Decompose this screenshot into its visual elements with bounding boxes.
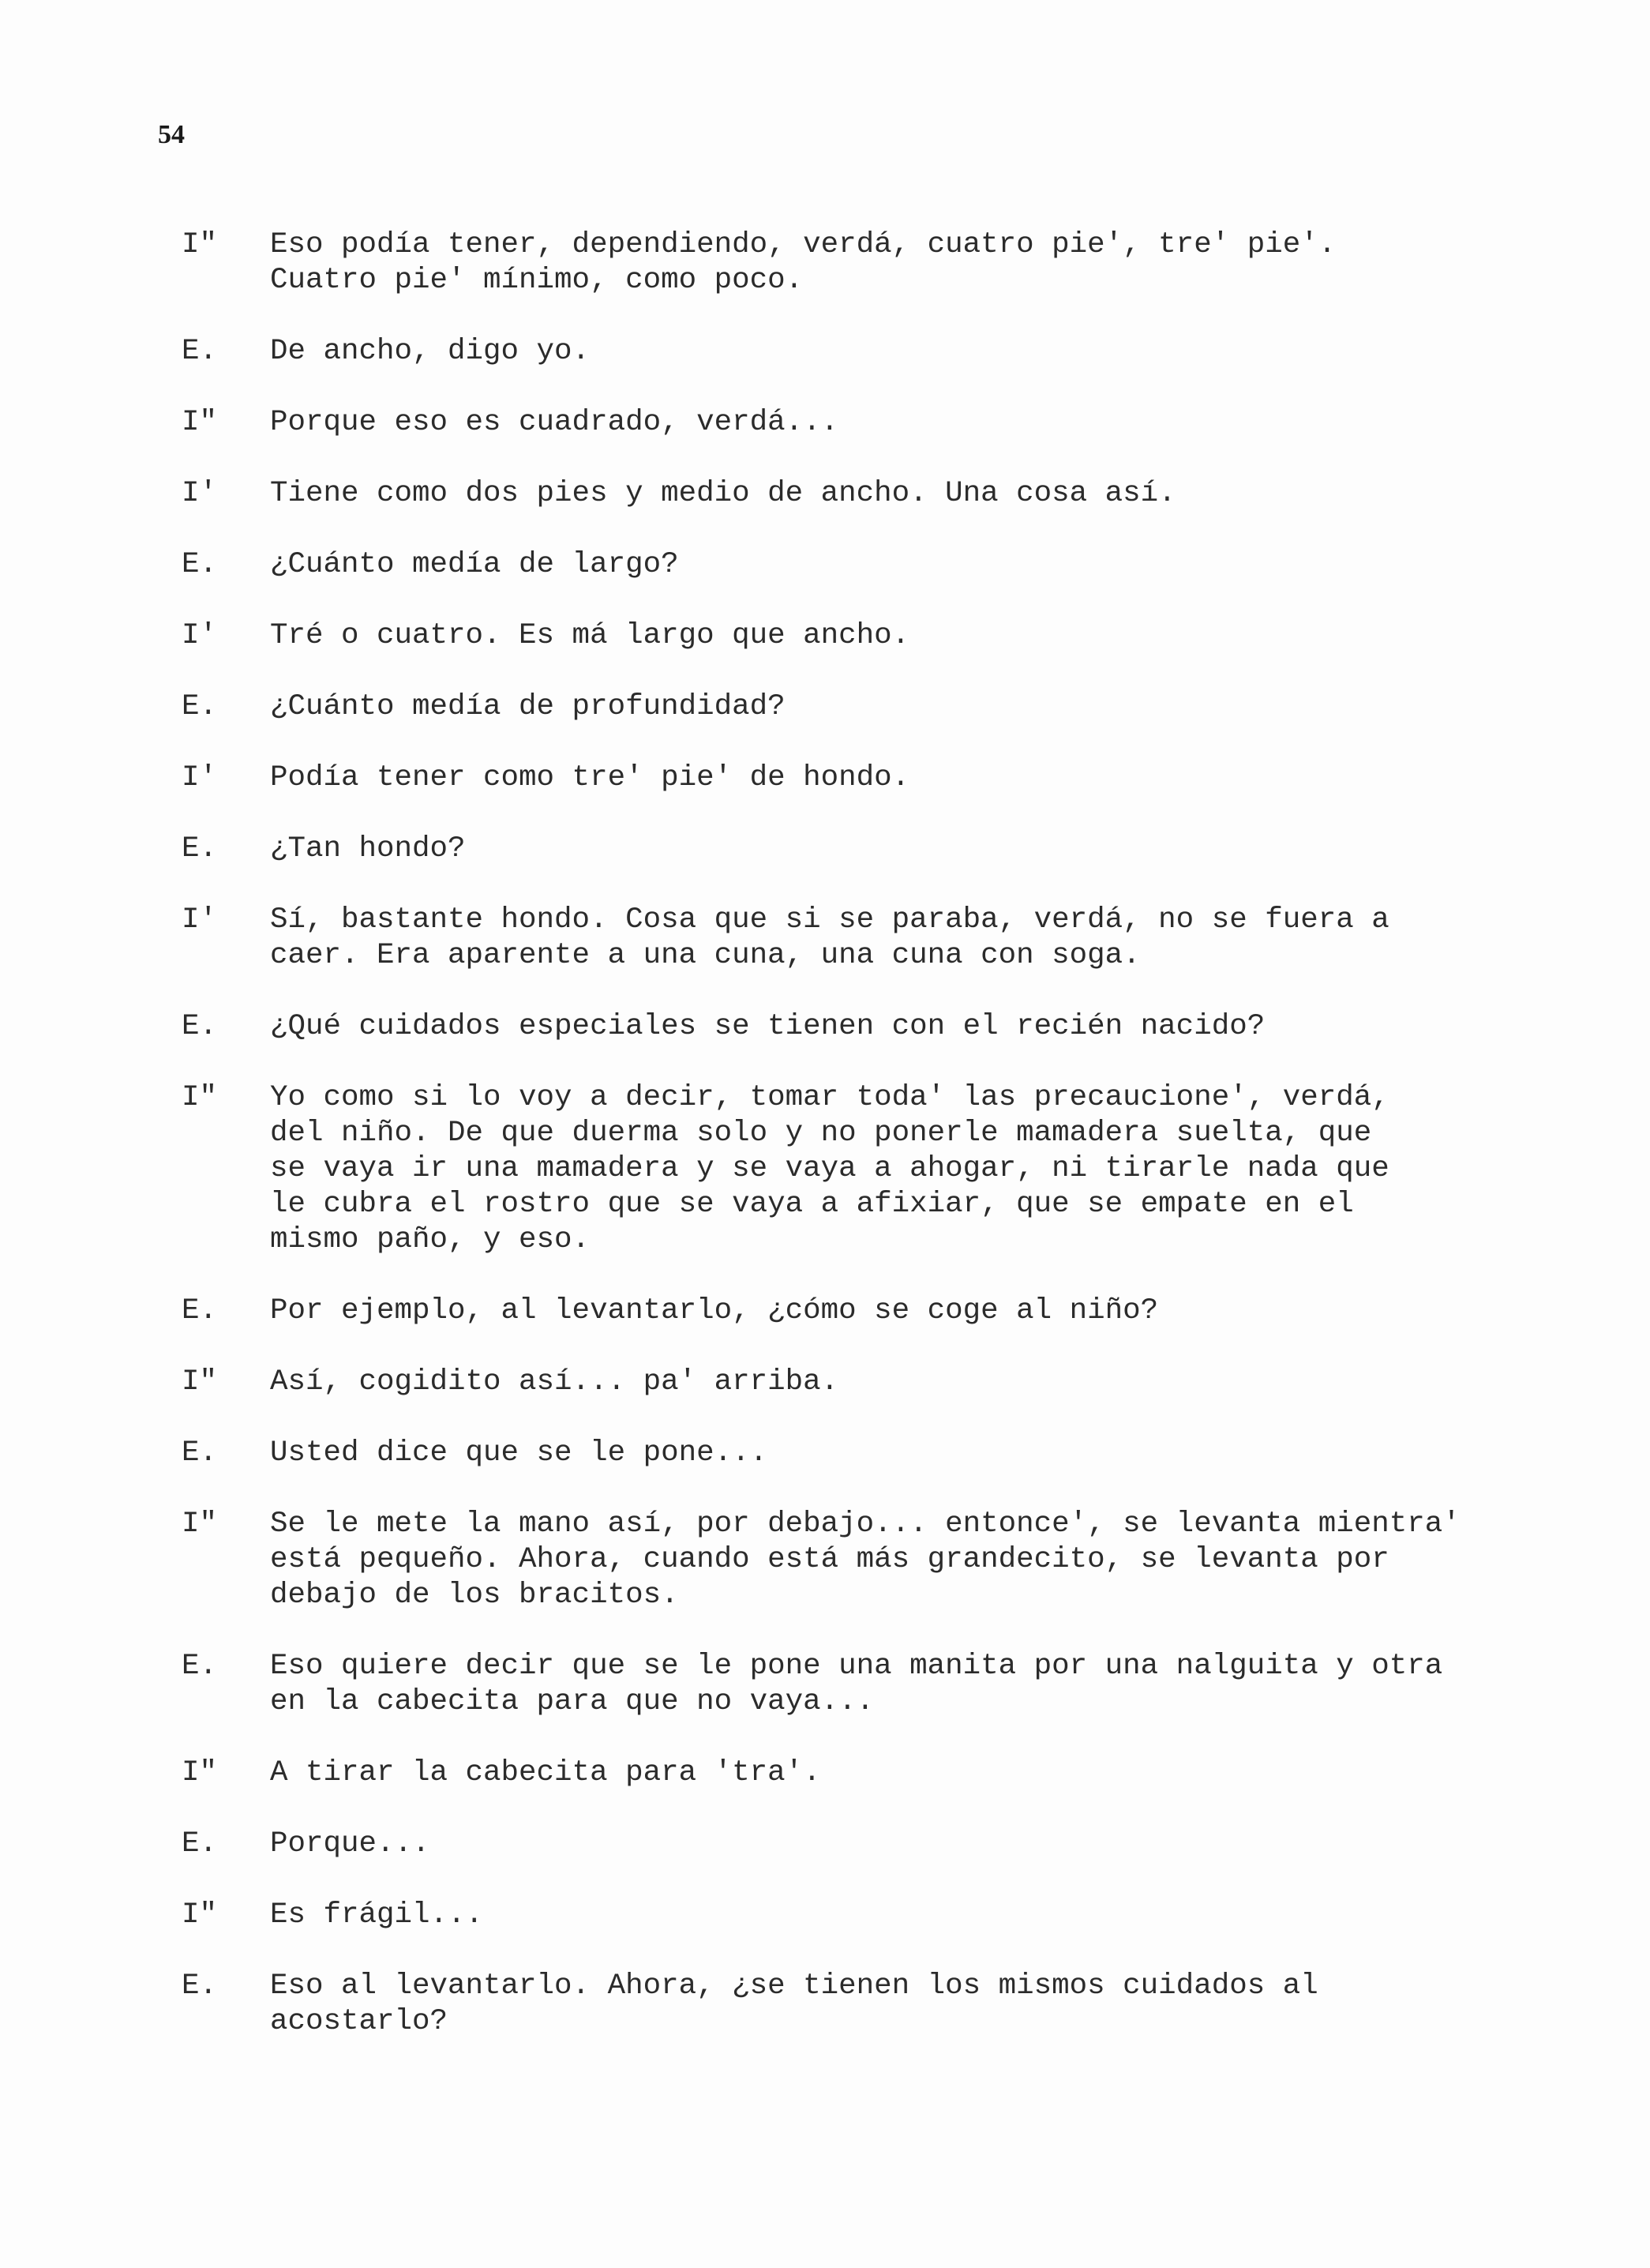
speaker-label: I" [182, 1898, 218, 1932]
dialogue-turn [182, 1507, 1484, 1613]
utterance-text: A tirar la cabecita para 'tra'. [270, 1756, 821, 1789]
speaker-label: I' [182, 619, 218, 652]
speaker-label: E. [182, 1294, 218, 1327]
speaker-label: E. [182, 832, 218, 866]
utterance-text: Sí, bastante hondo. Cosa que si se paraba, verdá, no se fuera a caer. Era aparente a una cuna, una cuna con soga. [270, 903, 1389, 972]
utterance-text: De ancho, digo yo. [270, 335, 591, 368]
utterance-text: Yo como si lo voy a decir, tomar toda' las precaucione', verdá, del niño. De que duerma solo y no ponerle mamadera suelta, que se vaya ir una mamadera y se vaya a ahogar, ni tirarle nada que le cubra el rostro que se vaya a afixiar, que se empate en el mismo paño, y eso. [270, 1081, 1389, 1256]
speaker-label: I" [182, 1081, 218, 1114]
utterance-text: ¿Cuánto medía de profundidad? [270, 690, 786, 723]
utterance-text: Eso al levantarlo. Ahora, ¿se tienen los mismos cuidados al acostarlo? [270, 1969, 1318, 2038]
speaker-label: I" [182, 1508, 218, 1541]
dialogue-turn [182, 405, 1484, 441]
dialogue-turn [182, 1827, 1484, 1862]
dialogue-turn [182, 1009, 1484, 1045]
page-number: 54 [158, 120, 185, 149]
dialogue-turn [182, 476, 1484, 512]
speaker-label: E. [182, 548, 218, 581]
utterance-text: ¿Tan hondo? [270, 832, 466, 866]
speaker-label: E. [182, 690, 218, 723]
utterance-text: Es frágil... [270, 1898, 484, 1932]
dialogue-turn [182, 1969, 1484, 2040]
dialogue-turn [182, 547, 1484, 583]
utterance-text: Eso podía tener, dependiendo, verdá, cuatro pie', tre' pie'. Cuatro pie' mínimo, como poco. [270, 228, 1337, 297]
speaker-label: I' [182, 477, 218, 510]
dialogue-turn [182, 1755, 1484, 1791]
dialogue-turn [182, 1365, 1484, 1400]
utterance-text: Porque... [270, 1827, 430, 1861]
utterance-text: Porque eso es cuadrado, verdá... [270, 406, 839, 439]
dialogue-turn [182, 618, 1484, 654]
speaker-label: E. [182, 1010, 218, 1043]
speaker-label: E. [182, 1436, 218, 1470]
dialogue-turn [182, 689, 1484, 725]
utterance-text: Tiene como dos pies y medio de ancho. Una cosa así. [270, 477, 1176, 510]
dialogue-turn [182, 1898, 1484, 1933]
dialogue-turn [182, 760, 1484, 796]
dialogue-turn [182, 832, 1484, 867]
dialogue-turn [182, 1080, 1484, 1258]
speaker-label: E. [182, 335, 218, 368]
dialogue-turn [182, 227, 1484, 299]
speaker-label: E. [182, 1650, 218, 1683]
dialogue-turn [182, 1436, 1484, 1471]
dialogue-turn [182, 1294, 1484, 1329]
speaker-label: I" [182, 1365, 218, 1399]
utterance-text: Eso quiere decir que se le pone una manita por una nalguita y otra en la cabecita para que no vaya... [270, 1650, 1443, 1718]
utterance-text: Podía tener como tre' pie' de hondo. [270, 761, 910, 794]
speaker-label: I' [182, 761, 218, 794]
utterance-text: Se le mete la mano así, por debajo... entonce', se levanta mientra' está pequeño. Ahora, cuando está más grandecito, se levanta por debajo de los bracitos. [270, 1508, 1461, 1612]
speaker-label: E. [182, 1969, 218, 2003]
interview-transcript [182, 227, 1484, 2040]
utterance-text: Usted dice que se le pone... [270, 1436, 768, 1470]
speaker-label: I" [182, 1756, 218, 1789]
utterance-text: Así, cogidito así... pa' arriba. [270, 1365, 839, 1399]
speaker-label: I" [182, 228, 218, 261]
utterance-text: ¿Cuánto medía de largo? [270, 548, 679, 581]
dialogue-turn [182, 903, 1484, 974]
speaker-label: I" [182, 406, 218, 439]
speaker-label: E. [182, 1827, 218, 1861]
utterance-text: Tré o cuatro. Es má largo que ancho. [270, 619, 910, 652]
dialogue-turn [182, 334, 1484, 370]
utterance-text: ¿Qué cuidados especiales se tienen con el recién nacido? [270, 1010, 1266, 1043]
utterance-text: Por ejemplo, al levantarlo, ¿cómo se coge al niño? [270, 1294, 1159, 1327]
dialogue-turn [182, 1649, 1484, 1720]
speaker-label: I' [182, 903, 218, 937]
